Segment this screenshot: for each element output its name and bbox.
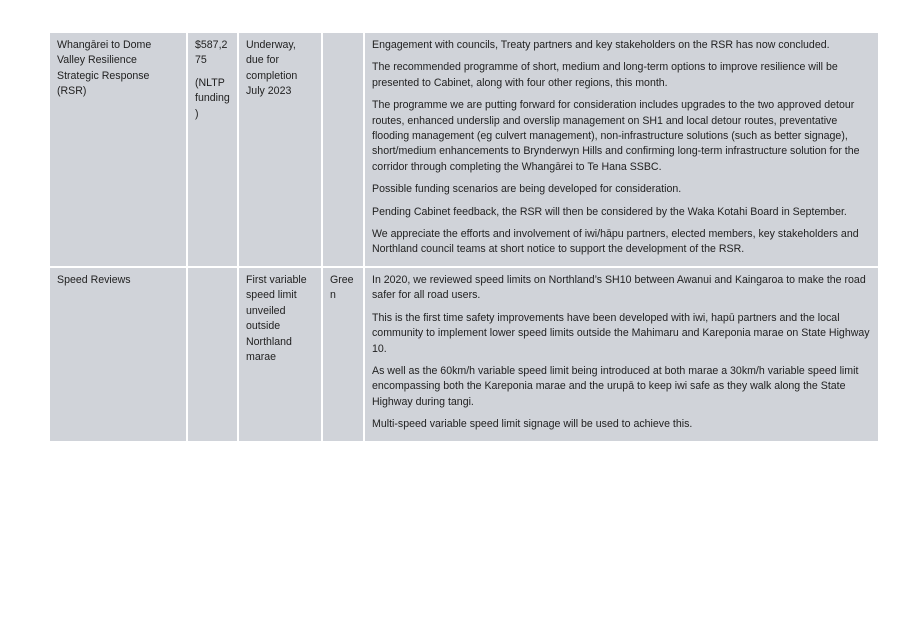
status-text: First variable speed limit unveiled outside Northland marae [246, 273, 307, 363]
commentary-paragraph: We appreciate the efforts and involvement of iwi/hāpu partners, elected members, key stakeholders and Northland council teams at short notice to support the development of the RSR. [372, 228, 859, 256]
project-name: Whangārei to Dome Valley Resilience Strategic Response (RSR) [57, 39, 152, 98]
status-cell [239, 268, 321, 441]
commentary-paragraph: The programme we are putting forward for consideration includes upgrades to the two approved detour routes, enhanced underslip and overslip management on SH1 and local detour routes, preventative flooding management (eg culvert management), non-infrastructure solutions (such as better signage), short/medium enhancements to Brynderwyn Hills and confirming long-term infrastructure solution for the corridor through completing the Whangārei to Te Hana SSBC. [372, 99, 860, 173]
project-name-cell [50, 268, 186, 441]
commentary-cell [365, 268, 878, 441]
project-name: Speed Reviews [57, 273, 131, 286]
funding-source: (NLTP funding) [195, 76, 230, 120]
rating-text: Green [330, 273, 354, 302]
rating-cell [323, 33, 363, 266]
project-name-cell [50, 33, 186, 266]
funding-cell [188, 268, 237, 441]
commentary-paragraph: Engagement with councils, Treaty partners and key stakeholders on the RSR has now concluded. [372, 39, 830, 51]
commentary-paragraph: Multi-speed variable speed limit signage will be used to achieve this. [372, 418, 693, 431]
rating-cell [323, 268, 363, 441]
commentary-paragraph: As well as the 60km/h variable speed limit being introduced at both marae a 30km/h variable speed limit encompassing both the Kareponia marae and the urupā to keep iwi safe as they walk along the State Highway during tangi. [372, 364, 859, 408]
commentary-paragraph: The recommended programme of short, medium and long-term options to improve resilience will be presented to Cabinet, along with four other regions, this month. [372, 61, 838, 89]
commentary-paragraph: In 2020, we reviewed speed limits on Northland’s SH10 between Awanui and Kaingaroa to make the road safer for all road users. [372, 273, 866, 302]
commentary-paragraph: Pending Cabinet feedback, the RSR will then be considered by the Waka Kotahi Board in September. [372, 205, 847, 218]
project-status-table [48, 31, 880, 443]
commentary-paragraph: This is the first time safety improvements have been developed with iwi, hapū partners and the local community to implement lower speed limits outside the Mahimaru and Kareponia marae on State Highway 10. [372, 311, 870, 355]
funding-cell [188, 33, 237, 266]
commentary-paragraph: Possible funding scenarios are being developed for consideration. [372, 183, 682, 196]
table-row [50, 33, 878, 266]
commentary-cell [365, 33, 878, 266]
status-cell [239, 33, 321, 266]
table-row [50, 268, 878, 441]
funding-amount: $587,275 [195, 39, 228, 67]
status-text: Underway, due for completion July 2023 [246, 39, 298, 98]
